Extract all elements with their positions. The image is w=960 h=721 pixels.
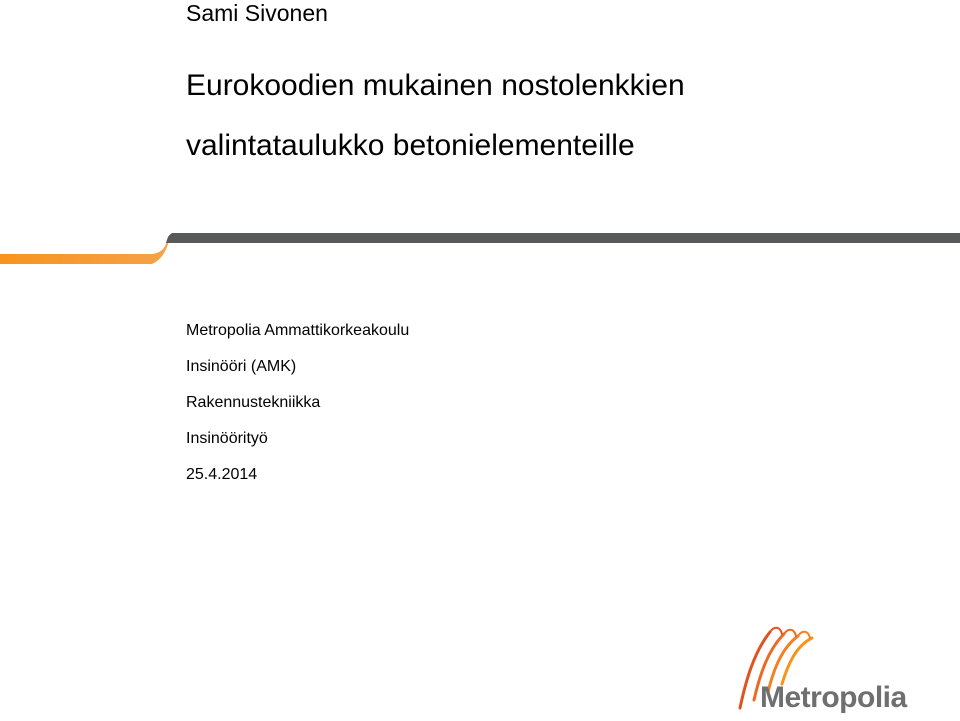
author-name: Sami Sivonen xyxy=(186,0,328,26)
degree-name: Insinööri (AMK) xyxy=(186,358,297,375)
programme-name: Rakennustekniikka xyxy=(186,394,321,411)
thesis-title xyxy=(186,56,685,176)
thesis-type: Insinöörityö xyxy=(186,430,268,447)
thesis-date: 25.4.2014 xyxy=(186,466,258,483)
decorative-divider-bar xyxy=(0,230,960,270)
thesis-title-line-2: valintataulukko betonielementeille xyxy=(186,129,635,162)
metropolia-wordmark: Metropolia xyxy=(760,681,907,714)
school-name: Metropolia Ammattikorkeakoulu xyxy=(186,322,410,339)
metropolia-logo xyxy=(730,620,920,721)
thesis-title-line-1: Eurokoodien mukainen nostolenkkien xyxy=(186,69,685,102)
thesis-info xyxy=(186,313,409,493)
